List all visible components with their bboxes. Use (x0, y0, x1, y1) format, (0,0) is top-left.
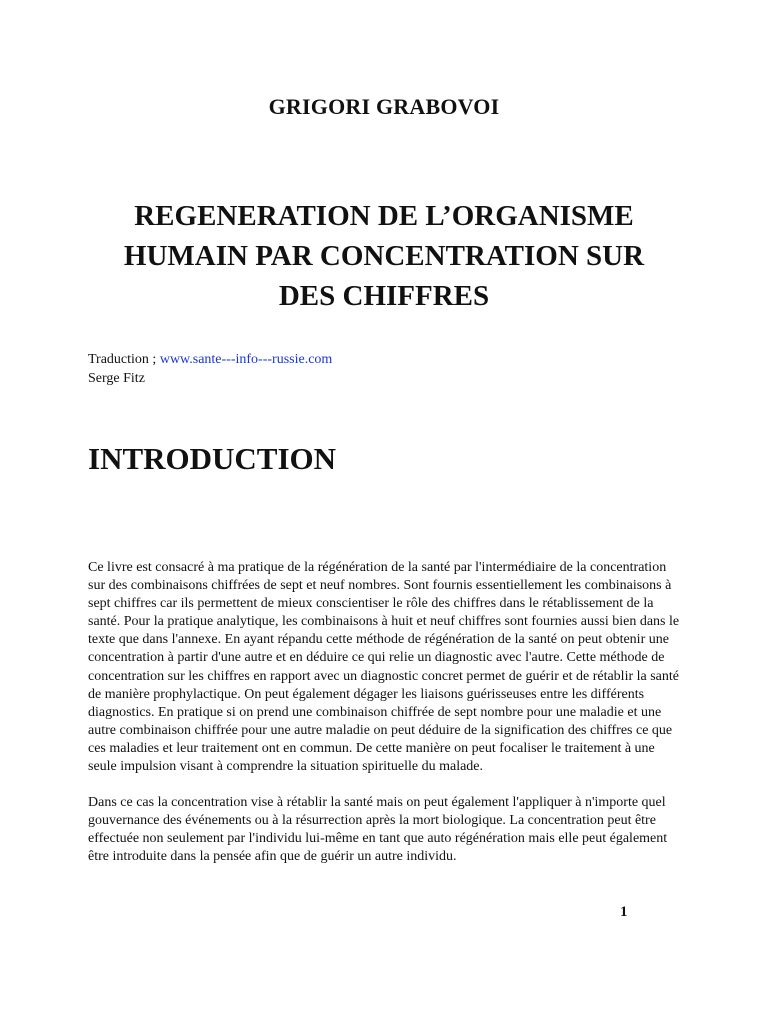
title-line: DES CHIFFRES (278, 280, 490, 312)
translator-name: Serge Fitz (88, 371, 145, 386)
translation-line (88, 350, 332, 369)
section-heading: INTRODUCTION (88, 441, 337, 476)
title-line: HUMAIN PAR CONCENTRATION SUR (123, 240, 645, 272)
body-text (88, 559, 680, 885)
title-line: REGENERATION DE L’ORGANISME (134, 200, 634, 232)
translation-credits (88, 350, 332, 388)
page-number: 1 (620, 904, 628, 920)
paragraph: Dans ce cas la concentration vise à rétablir la santé mais on peut également l'appliquer à n'importe quel gouvernance des événements ou à la résurrection après la mort biologique. La concentration peut être effectuée non seulement par l'individu lui-même en tant que auto régénération mais elle peut également être introduite dans la pensée afin que de guérir un autre individu. (88, 795, 668, 865)
paragraph: Ce livre est consacré à ma pratique de la régénération de la santé par l'intermédiaire de la concentration sur des combinaisons chiffrées de sept et neuf nombres. Sont fournis essentiellement les combinaisons à sept chiffres car ils permettent de mieux conscientiser le rôle des chiffres dans le rétablissement de la santé. Pour la pratique analytique, les combinaisons à huit et neuf chiffres sont fournies aussi bien dans le texte que dans l'annexe. En ayant répandu cette méthode de régénération de la santé on peut obtenir une concentration à partir d'une autre et en déduire ce qui relie un diagnostic avec l'autre. Cette méthode de concentration sur les chiffres en rapport avec un diagnostic concret permet de guérir et de rétablir la santé de manière prophylactique. On peut également dégager les liaisons guérisseuses entre les différents diagnostics. En pratique si on prend une combinaison chiffrée de sept nombre pour une maladie et une autre combinaison chiffrée pour une autre maladie on peut déduire de la signification des chiffres ce que ces maladies et leur traitement ont en commun. De cette manière on peut focaliser le traitement à une seule impulsion visant à comprendre la situation spirituelle du malade. (88, 560, 680, 775)
document-title (84, 196, 684, 316)
translation-label: Traduction ; (88, 352, 160, 367)
author-name: GRIGORI GRABOVOI (268, 94, 500, 119)
translation-link[interactable]: www.sante---info---russie.com (159, 352, 333, 367)
